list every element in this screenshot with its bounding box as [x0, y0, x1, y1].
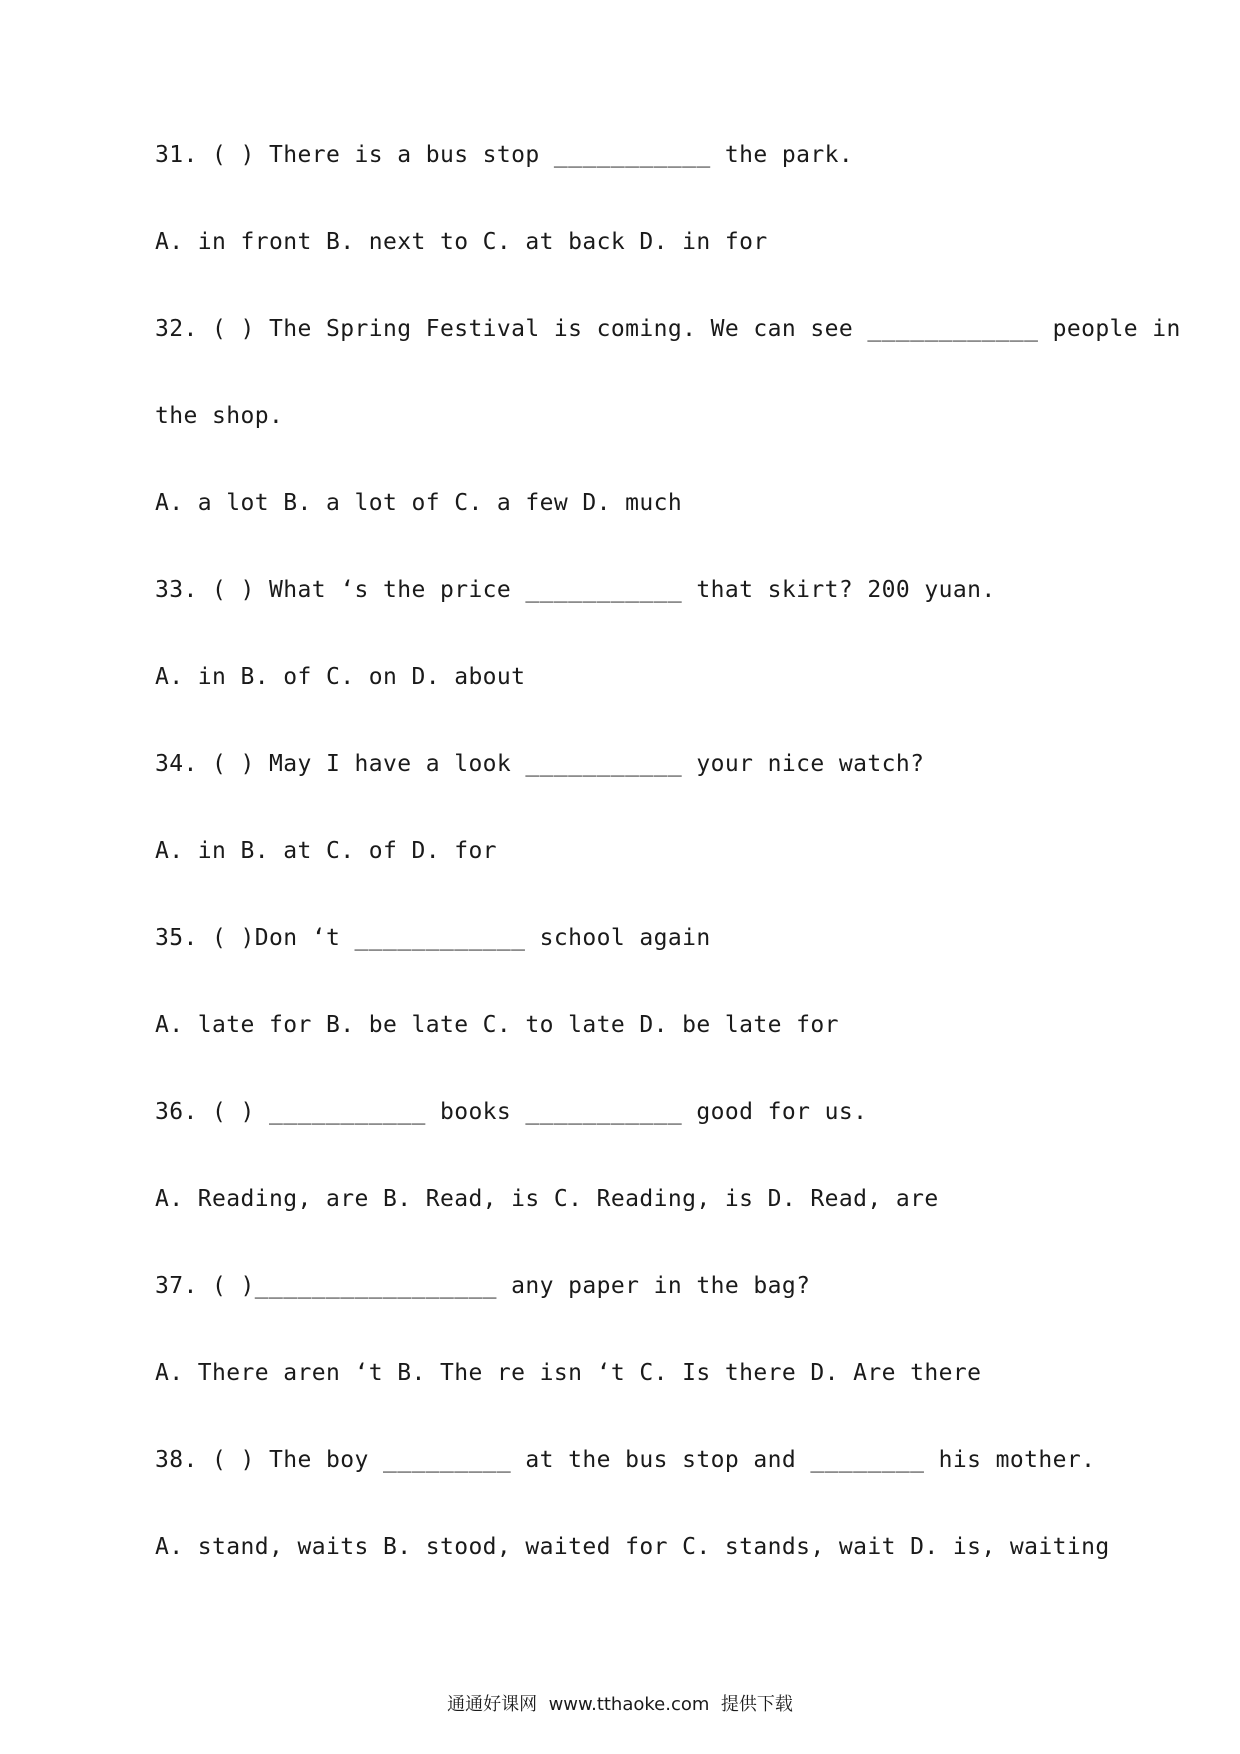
question-36-stem: 36. ( ) ___________ books ___________ good for us.	[155, 1099, 868, 1125]
question-36-options: A. Reading, are B. Read, is C. Reading, is D. Read, are	[155, 1186, 939, 1212]
question-34-options: A. in B. at C. of D. for	[155, 838, 497, 864]
page-footer: 通通好课网 www.tthaoke.com 提供下载	[447, 1694, 793, 1715]
question-31-options: A. in front B. next to C. at back D. in for	[155, 229, 768, 255]
question-37-options: A. There aren ‘t B. The re isn ‘t C. Is there D. Are there	[155, 1360, 982, 1386]
question-32-stem: 32. ( ) The Spring Festival is coming. We can see ____________ people in	[155, 316, 1181, 342]
question-37-stem: 37. ( )_________________ any paper in the bag?	[155, 1273, 811, 1299]
question-32-options: A. a lot B. a lot of C. a few D. much	[155, 490, 683, 516]
question-35-stem: 35. ( )Don ‘t ____________ school again	[155, 925, 711, 951]
question-32-stem-continued: the shop.	[155, 403, 284, 429]
question-33-stem: 33. ( ) What ‘s the price ___________ that skirt? 200 yuan.	[155, 577, 996, 603]
question-35-options: A. late for B. be late C. to late D. be late for	[155, 1012, 839, 1038]
question-38-stem: 38. ( ) The boy _________ at the bus stop and ________ his mother.	[155, 1447, 1096, 1473]
question-34-stem: 34. ( ) May I have a look ___________ your nice watch?	[155, 751, 925, 777]
question-38-options: A. stand, waits B. stood, waited for C. stands, wait D. is, waiting	[155, 1534, 1110, 1560]
question-31-stem: 31. ( ) There is a bus stop ___________ the park.	[155, 142, 854, 168]
question-33-options: A. in B. of C. on D. about	[155, 664, 526, 690]
